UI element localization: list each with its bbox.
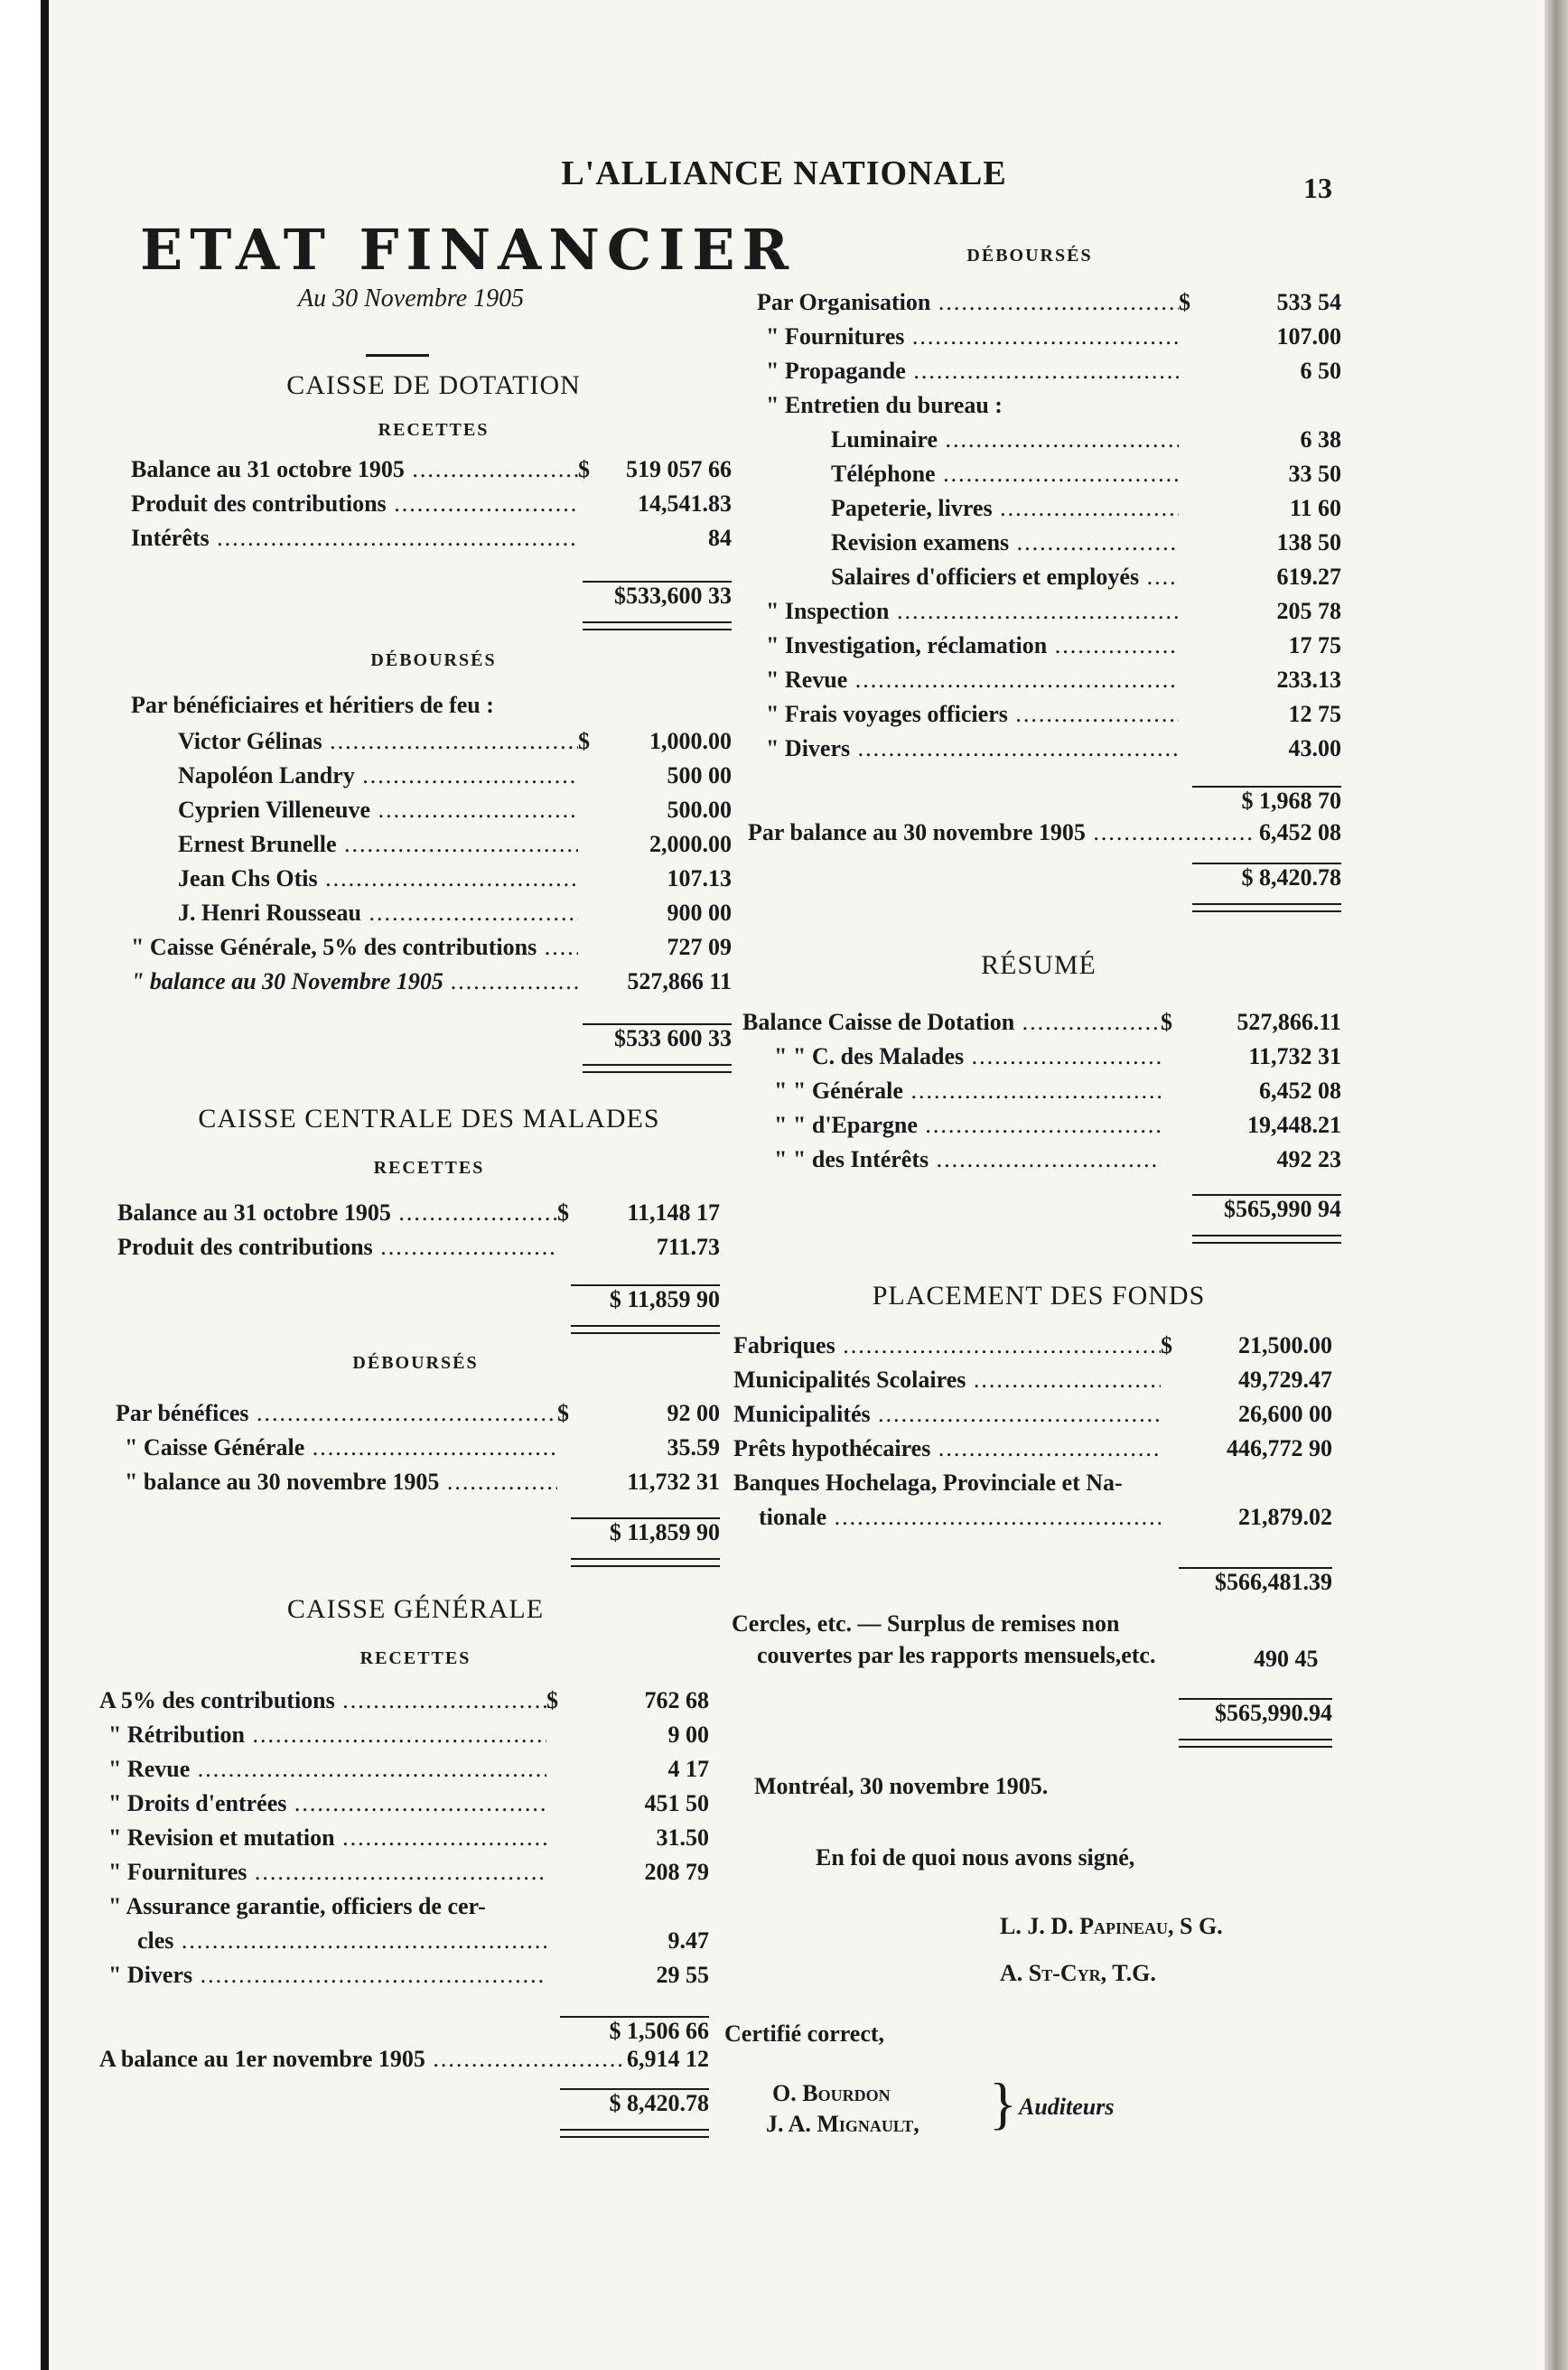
row-amount: 900 00 [667, 900, 732, 926]
row-label: Téléphone ..... [831, 461, 1179, 488]
row-amount: 711.73 [656, 1234, 720, 1260]
dotation-debourses-total: $533 600 33 [583, 1023, 732, 1052]
dotation-heading: CAISSE DE DOTATION [286, 370, 581, 400]
placement-subtotal: $566,481.39 [1179, 1567, 1332, 1596]
malades-heading: CAISSE CENTRALE DES MALADES [198, 1104, 660, 1134]
row-label: Par balance au 30 novembre 1905 ..... [748, 819, 1254, 846]
row-label: Balance au 31 octobre 1905 ..... [131, 456, 578, 483]
row-label: " Propagande ..... [766, 358, 1179, 385]
row-amount: 19,448.21 [1247, 1112, 1341, 1138]
row-amount: 519 057 66 [626, 456, 732, 482]
placement-heading: PLACEMENT DES FONDS [872, 1281, 1206, 1311]
row-label: " balance au 30 novembre 1905 ..... [125, 1469, 557, 1496]
right-debourses-subtotal: $ 1,968 70 [1192, 786, 1341, 815]
table-row [178, 865, 732, 892]
table-row [108, 1824, 709, 1852]
right-balance-row [748, 819, 1341, 846]
signed-statement: En foi de quoi nous avons signé, [816, 1844, 1135, 1871]
page [41, 0, 1548, 2370]
row-amount: 11,732 31 [627, 1469, 720, 1495]
table-row [733, 1435, 1332, 1462]
row-label: Ernest Brunelle ..... [178, 831, 578, 858]
running-title: L'ALLIANCE NATIONALE [561, 154, 1007, 192]
row-label: " balance au 30 Novembre 1905 ..... [131, 968, 578, 995]
table-row [108, 1859, 709, 1886]
table-row [831, 564, 1341, 591]
row-label: Fabriques ..... [733, 1332, 1161, 1359]
row-amount: 727 09 [667, 934, 732, 960]
row-label: Produit des contributions ..... [131, 490, 578, 518]
placement-total: $565,990.94 [1179, 1698, 1332, 1727]
row-label: " Rétribution ..... [108, 1722, 546, 1749]
table-row [178, 797, 732, 824]
table-row [759, 1504, 1332, 1531]
row-amount: 205 78 [1276, 598, 1341, 624]
row-label: " Inspection ..... [766, 598, 1179, 625]
row-amount: 762 68 [644, 1687, 709, 1713]
row-amount: 107.00 [1276, 323, 1341, 350]
malades-debourses-total: $ 11,859 90 [571, 1517, 720, 1546]
table-row [116, 1400, 720, 1427]
auditor-2: J. A. Mignault, [766, 2111, 919, 2137]
row-amount: 500 00 [667, 762, 732, 788]
brace: } [989, 2071, 1017, 2135]
table-row [766, 701, 1341, 728]
row-amount: 43.00 [1288, 735, 1341, 761]
resume-heading: RÉSUMÉ [981, 950, 1097, 980]
table-row [742, 1009, 1341, 1036]
row-amount: 6,914 12 [627, 2046, 709, 2072]
table-row [108, 1893, 709, 1920]
auditor-1: O. Bourdon [772, 2080, 891, 2106]
row-currency: $ [1161, 1332, 1172, 1358]
row-label: " " des Intérêts ..... [774, 1146, 1161, 1173]
row-currency: $ [1179, 289, 1190, 315]
cercles-amount: 490 45 [1254, 1646, 1319, 1672]
dotation-recettes-label: RECETTES [378, 420, 490, 440]
row-amount: 619.27 [1276, 564, 1341, 590]
row-label: " " d'Epargne ..... [774, 1112, 1161, 1139]
row-amount: 492 23 [1276, 1146, 1341, 1172]
table-row [99, 1687, 709, 1714]
row-amount: 1,000.00 [649, 728, 732, 754]
row-amount: 11 60 [1289, 495, 1341, 521]
table-row [757, 289, 1341, 316]
row-label: Salaires d'officiers et employés ..... [831, 564, 1179, 591]
row-label: Victor Gélinas ..... [178, 728, 578, 755]
row-amount: 6 38 [1300, 426, 1341, 453]
table-row [831, 495, 1341, 522]
table-row [766, 598, 1341, 625]
total-rule [1179, 1739, 1332, 1748]
row-label: " Assurance garantie, officiers de cer- [108, 1893, 486, 1919]
malades-debourses-label: DÉBOURSÉS [352, 1353, 479, 1373]
row-label: " Droits d'entrées ..... [108, 1790, 546, 1817]
row-amount: 11,148 17 [627, 1199, 720, 1226]
row-amount: 138 50 [1276, 529, 1341, 555]
row-amount: 49,729.47 [1238, 1367, 1332, 1393]
row-amount: 29 55 [656, 1962, 709, 1988]
row-label: " Revision et mutation ..... [108, 1824, 546, 1852]
row-amount: 21,879.02 [1238, 1504, 1332, 1530]
row-label: Balance Caisse de Dotation ..... [742, 1009, 1161, 1036]
table-row [774, 1078, 1341, 1105]
page-subtitle: Au 30 Novembre 1905 [298, 285, 525, 313]
table-row [774, 1112, 1341, 1139]
page-edge [1545, 0, 1568, 2370]
row-amount: 4 17 [667, 1756, 709, 1782]
row-label: " Caisse Générale ..... [125, 1434, 557, 1461]
table-row [178, 762, 732, 789]
row-amount: 35.59 [667, 1434, 720, 1460]
row-label: Municipalités Scolaires ..... [733, 1367, 1161, 1394]
table-row [108, 1722, 709, 1749]
generale-balance-row [99, 2046, 709, 2073]
table-row [831, 461, 1341, 488]
table-row [178, 728, 732, 755]
table-row [733, 1332, 1332, 1359]
cercles-line1: Cercles, etc. — Surplus de remises non [732, 1610, 1120, 1637]
row-label: " Entretien du bureau : [766, 392, 1003, 418]
row-label: " Divers ..... [766, 735, 1179, 762]
dotation-intro: Par bénéficiaires et héritiers de feu : [131, 692, 494, 718]
table-row [831, 426, 1341, 453]
table-row [108, 1756, 709, 1783]
table-row [131, 525, 732, 552]
table-row [766, 735, 1341, 762]
row-label: Municipalités ..... [733, 1401, 1161, 1428]
table-row [125, 1434, 720, 1461]
dotation-debourses-label: DÉBOURSÉS [370, 650, 497, 670]
auditors-label: Auditeurs [1019, 2094, 1115, 2120]
row-currency: $ [578, 456, 590, 482]
row-amount: 92 00 [667, 1400, 720, 1426]
row-label: " Investigation, réclamation ..... [766, 632, 1179, 659]
row-label: " Revue ..... [108, 1756, 546, 1783]
row-label: Produit des contributions ..... [117, 1234, 557, 1261]
row-currency: $ [557, 1400, 569, 1426]
row-label: J. Henri Rousseau ..... [178, 900, 578, 927]
generale-subtotal: $ 1,506 66 [560, 2016, 709, 2045]
table-row [733, 1367, 1332, 1394]
row-label: " " C. des Malades ..... [774, 1043, 1161, 1070]
row-currency: $ [1161, 1009, 1172, 1035]
row-amount: 6,452 08 [1259, 1078, 1341, 1104]
total-rule [571, 1325, 720, 1334]
right-debourses-label: DÉBOURSÉS [966, 246, 1093, 266]
row-amount: 14,541.83 [638, 490, 732, 517]
row-amount: 533 54 [1276, 289, 1341, 315]
row-amount: 107.13 [667, 865, 732, 891]
table-row [108, 1790, 709, 1817]
row-label: " Caisse Générale, 5% des contributions ..... [131, 934, 578, 961]
row-label: cles ..... [137, 1927, 546, 1955]
total-rule [560, 2129, 709, 2138]
cercles-line2: couvertes par les rapports mensuels,etc. [757, 1642, 1156, 1668]
row-amount: 12 75 [1288, 701, 1341, 727]
row-amount: 6,452 08 [1259, 819, 1341, 845]
generale-total: $ 8,420.78 [560, 2088, 709, 2117]
page-title: ETAT FINANCIER [140, 217, 797, 283]
resume-total: $565,990 94 [1192, 1194, 1341, 1223]
row-label: " Revue ..... [766, 667, 1179, 694]
row-label: " " Générale ..... [774, 1078, 1161, 1105]
row-label: Banques Hochelaga, Provinciale et Na- [733, 1470, 1123, 1496]
table-row [831, 529, 1341, 556]
total-rule [583, 1064, 732, 1073]
row-amount: 446,772 90 [1227, 1435, 1332, 1461]
generale-heading: CAISSE GÉNÉRALE [286, 1594, 545, 1624]
row-label: Luminaire ..... [831, 426, 1179, 453]
table-row [766, 667, 1341, 694]
generale-recettes-label: RECETTES [359, 1648, 471, 1668]
row-label: Papeterie, livres ..... [831, 495, 1179, 522]
table-row [117, 1234, 720, 1261]
place-date: Montréal, 30 novembre 1905. [754, 1773, 1049, 1799]
table-row [131, 456, 732, 483]
page-number: 13 [1303, 172, 1332, 204]
row-amount: 527,866 11 [627, 968, 732, 994]
signature-treasurer: A. St-Cyr, T.G. [1000, 1960, 1156, 1986]
row-amount: 208 79 [644, 1859, 709, 1885]
table-row [733, 1401, 1332, 1428]
table-row [137, 1927, 709, 1955]
table-row [125, 1469, 720, 1496]
table-row [131, 968, 732, 995]
total-rule [1192, 1235, 1341, 1244]
row-amount: 21,500.00 [1238, 1332, 1332, 1358]
certified-label: Certifié correct, [724, 2020, 885, 2047]
row-label: Par bénéfices ..... [116, 1400, 557, 1427]
row-label: Napoléon Landry ..... [178, 762, 578, 789]
row-label: " Frais voyages officiers ..... [766, 701, 1179, 728]
table-row [108, 1962, 709, 1989]
row-amount: 17 75 [1288, 632, 1341, 658]
right-debourses-total: $ 8,420.78 [1192, 863, 1341, 891]
table-row [733, 1470, 1332, 1497]
table-row [774, 1146, 1341, 1173]
row-label: Balance au 31 octobre 1905 ..... [117, 1199, 557, 1227]
malades-recettes-total: $ 11,859 90 [571, 1284, 720, 1313]
row-amount: 2,000.00 [649, 831, 732, 857]
row-label: Revision examens ..... [831, 529, 1179, 556]
table-row [178, 900, 732, 927]
row-amount: 84 [708, 525, 732, 551]
table-row [131, 490, 732, 518]
row-label: " Fournitures ..... [766, 323, 1179, 350]
row-currency: $ [557, 1199, 569, 1226]
row-amount: 26,600 00 [1238, 1401, 1332, 1427]
table-row [131, 934, 732, 961]
row-label: Intérêts ..... [131, 525, 578, 552]
row-amount: 9.47 [667, 1927, 709, 1954]
row-amount: 9 00 [667, 1722, 709, 1748]
row-amount: 500.00 [667, 797, 732, 823]
row-amount: 527,866.11 [1237, 1009, 1341, 1035]
row-amount: 33 50 [1288, 461, 1341, 487]
total-rule [571, 1558, 720, 1567]
dotation-recettes-total: $533,600 33 [583, 581, 732, 610]
malades-recettes-label: RECETTES [373, 1158, 485, 1178]
table-row [117, 1199, 720, 1227]
signature-secretary: L. J. D. Papineau, S G. [1000, 1913, 1223, 1939]
row-amount: 233.13 [1276, 667, 1341, 693]
row-label: Jean Chs Otis ..... [178, 865, 578, 892]
divider [366, 354, 429, 357]
row-amount: 11,732 31 [1248, 1043, 1341, 1069]
total-rule [1192, 903, 1341, 912]
row-label: Cyprien Villeneuve ..... [178, 797, 578, 824]
row-label: A balance au 1er novembre 1905 ..... [99, 2046, 621, 2073]
row-amount: 451 50 [644, 1790, 709, 1816]
table-row [766, 392, 1341, 419]
row-amount: 6 50 [1300, 358, 1341, 384]
total-rule [583, 621, 732, 630]
table-row [766, 323, 1341, 350]
row-label: A 5% des contributions ..... [99, 1687, 546, 1714]
table-row [766, 632, 1341, 659]
row-label: Prêts hypothécaires ..... [733, 1435, 1161, 1462]
table-row [774, 1043, 1341, 1070]
row-currency: $ [578, 728, 590, 754]
row-label: Par Organisation ..... [757, 289, 1179, 316]
row-currency: $ [546, 1687, 558, 1713]
row-label: " Divers ..... [108, 1962, 546, 1989]
row-label: " Fournitures ..... [108, 1859, 546, 1886]
table-row [178, 831, 732, 858]
row-label: tionale ..... [759, 1504, 1161, 1531]
table-row [766, 358, 1341, 385]
row-amount: 31.50 [656, 1824, 709, 1851]
